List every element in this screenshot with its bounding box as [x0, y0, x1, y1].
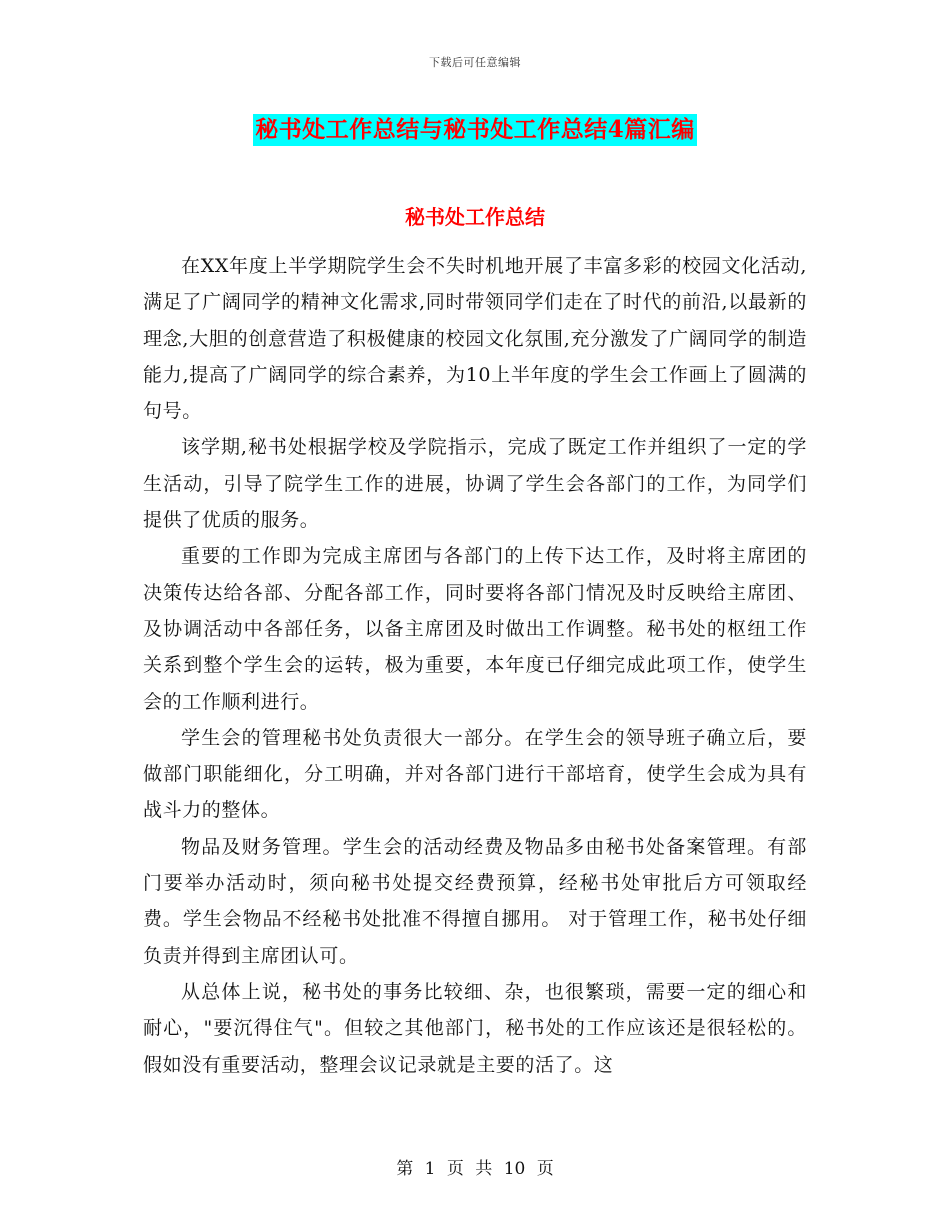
paragraph: 重要的工作即为完成主席团与各部门的上传下达工作，及时将主席团的决策传达给各部、分配各部工作，同时要将各部门情况及时反映给主席团、及协调活动中各部任务，以备主席团及时做出工作调整。秘书处的枢纽工作关系到整个学生会的运转，极为重要，本年度已仔细完成此项工作，使学生会的工作顺利进行。 [143, 545, 807, 713]
header-note: 下载后可任意编辑 [429, 56, 521, 69]
paragraph: 从总体上说，秘书处的事务比较细、杂，也很繁琐，需要一定的细心和耐心，"要沉得住气"。但较之其他部门，秘书处的工作应该还是很轻松的。假如没有重要活动，整理会议记录就是主要的活了。这 [143, 980, 807, 1076]
paragraph: 在XX年度上半学期院学生会不失时机地开展了丰富多彩的校园文化活动,满足了广阔同学的精神文化需求,同时带领同学们走在了时代的前沿,以最新的理念,大胆的创意营造了积极健康的校园文化氛围,充分激发了广阔同学的制造能力,提高了广阔同学的综合素养，为10上半年度的学生会工作画上了圆满的句号。 [143, 255, 807, 423]
document-title: 秘书处工作总结与秘书处工作总结4篇汇编 [253, 114, 697, 146]
paragraph: 物品及财务管理。学生会的活动经费及物品多由秘书处备案管理。有部门要举办活动时，须向秘书处提交经费预算，经秘书处审批后方可领取经费。学生会物品不经秘书处批准不得擅自挪用。 对于管理工作，秘书处仔细负责并得到主席团认可。 [143, 835, 807, 967]
section-title: 秘书处工作总结 [405, 205, 545, 229]
paragraph: 学生会的管理秘书处负责很大一部分。在学生会的领导班子确立后，要做部门职能细化，分工明确，并对各部门进行干部培育，使学生会成为具有战斗力的整体。 [143, 726, 807, 822]
page-indicator: 第 1 页 共 10 页 [396, 1159, 554, 1179]
document-title-container [0, 114, 950, 146]
document-body [143, 248, 807, 1083]
paragraph: 该学期,秘书处根据学校及学院指示，完成了既定工作并组织了一定的学生活动，引导了院学生工作的进展，协调了学生会各部门的工作，为同学们提供了优质的服务。 [143, 436, 807, 532]
